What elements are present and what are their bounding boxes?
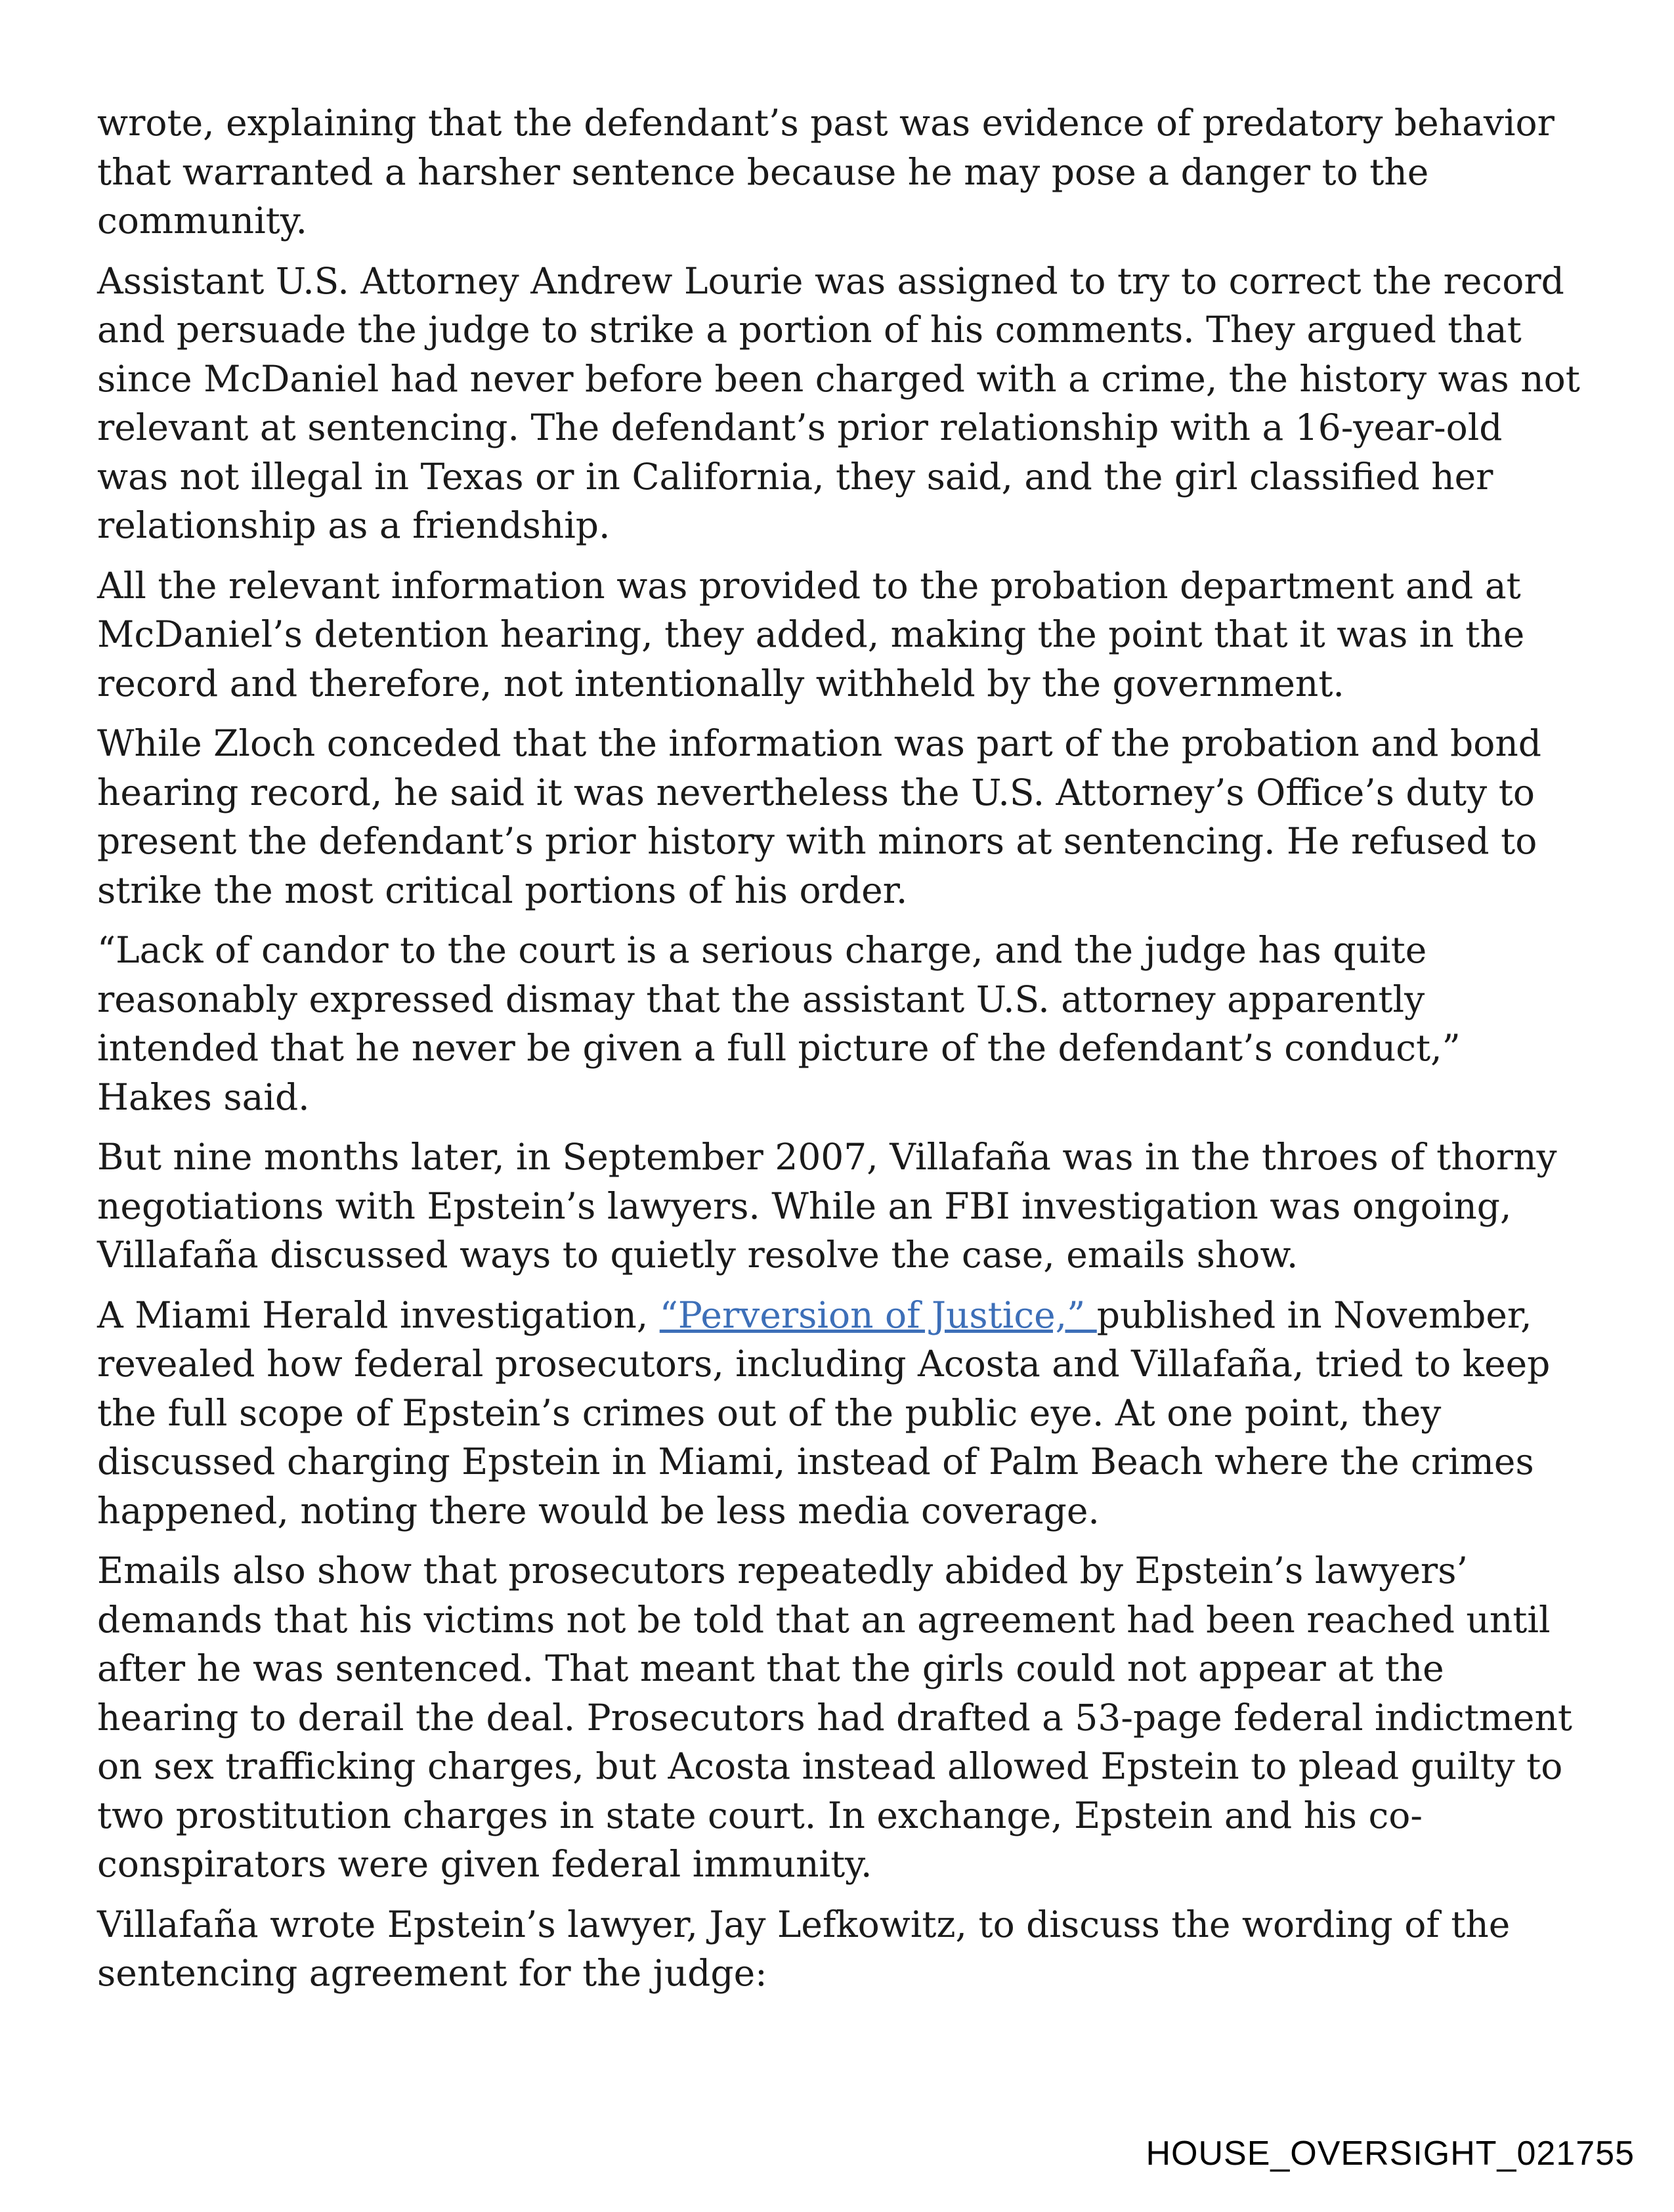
article-body <box>97 98 1581 2009</box>
paragraph-7 <box>97 1291 1581 1536</box>
paragraph-4: While Zloch conceded that the information was part of the probation and bond hearing record, he said it was nevertheless the U.S. Attorney’s Office’s duty to present the defendant’s prior history with minors at sentencing. He refused to strike the most critical portions of his order. <box>97 722 1541 911</box>
paragraph-1: wrote, explaining that the defendant’s past was evidence of predatory behavior that warranted a harsher sentence because he may pose a danger to the community. <box>97 102 1555 242</box>
paragraph-7-rest: published in November, revealed how federal prosecutors, including Acosta and Villafaña, tried to keep the full scope of Epstein’s crimes out of the public eye. At one point, they discussed charging Epstein in Miami, instead of Palm Beach where the crimes happened, noting there would be less media coverage. <box>97 1293 1551 1532</box>
paragraph-7-lead: A Miami Herald investigation, <box>97 1293 660 1336</box>
paragraph-8: Emails also show that prosecutors repeatedly abided by Epstein’s lawyers’ demands that his victims not be told that an agreement had been reached until after he was sentenced. That meant that the girls could not appear at the hearing to derail the deal. Prosecutors had drafted a 53-page federal indictment on sex trafficking charges, but Acosta instead allowed Epstein to plead guilty to two prostitution charges in state court. In exchange, Epstein and his co-conspirators were given federal immunity. <box>97 1550 1572 1885</box>
paragraph-2: Assistant U.S. Attorney Andrew Lourie was assigned to try to correct the record and persuade the judge to strike a portion of his comments. They argued that since McDaniel had never before been charged with a crime, the history was not relevant at sentencing. The defendant’s prior relationship with a 16-year-old was not illegal in Texas or in California, they said, and the girl classified her relationship as a friendship. <box>97 259 1580 546</box>
paragraph-9: Villafaña wrote Epstein’s lawyer, Jay Lefkowitz, to discuss the wording of the sentencing agreement for the judge: <box>97 1903 1511 1994</box>
paragraph-6: But nine months later, in September 2007, Villafaña was in the throes of thorny negotiations with Epstein’s lawyers. While an FBI investigation was ongoing, Villafaña discussed ways to quietly resolve the case, emails show. <box>97 1136 1557 1276</box>
bates-stamp: HOUSE_OVERSIGHT_021755 <box>1146 2135 1635 2173</box>
paragraph-3: All the relevant information was provided to the probation department and at McDaniel’s detention hearing, they added, making the point that it was in the record and therefore, not intentionally withheld by the government. <box>97 564 1525 705</box>
paragraph-5: “Lack of candor to the court is a serious charge, and the judge has quite reasonably expressed dismay that the assistant U.S. attorney apparently intended that he never be given a full picture of the defendant’s conduct,” Hakes said. <box>97 929 1461 1118</box>
perversion-of-justice-link[interactable]: “Perversion of Justice,” <box>659 1293 1097 1336</box>
